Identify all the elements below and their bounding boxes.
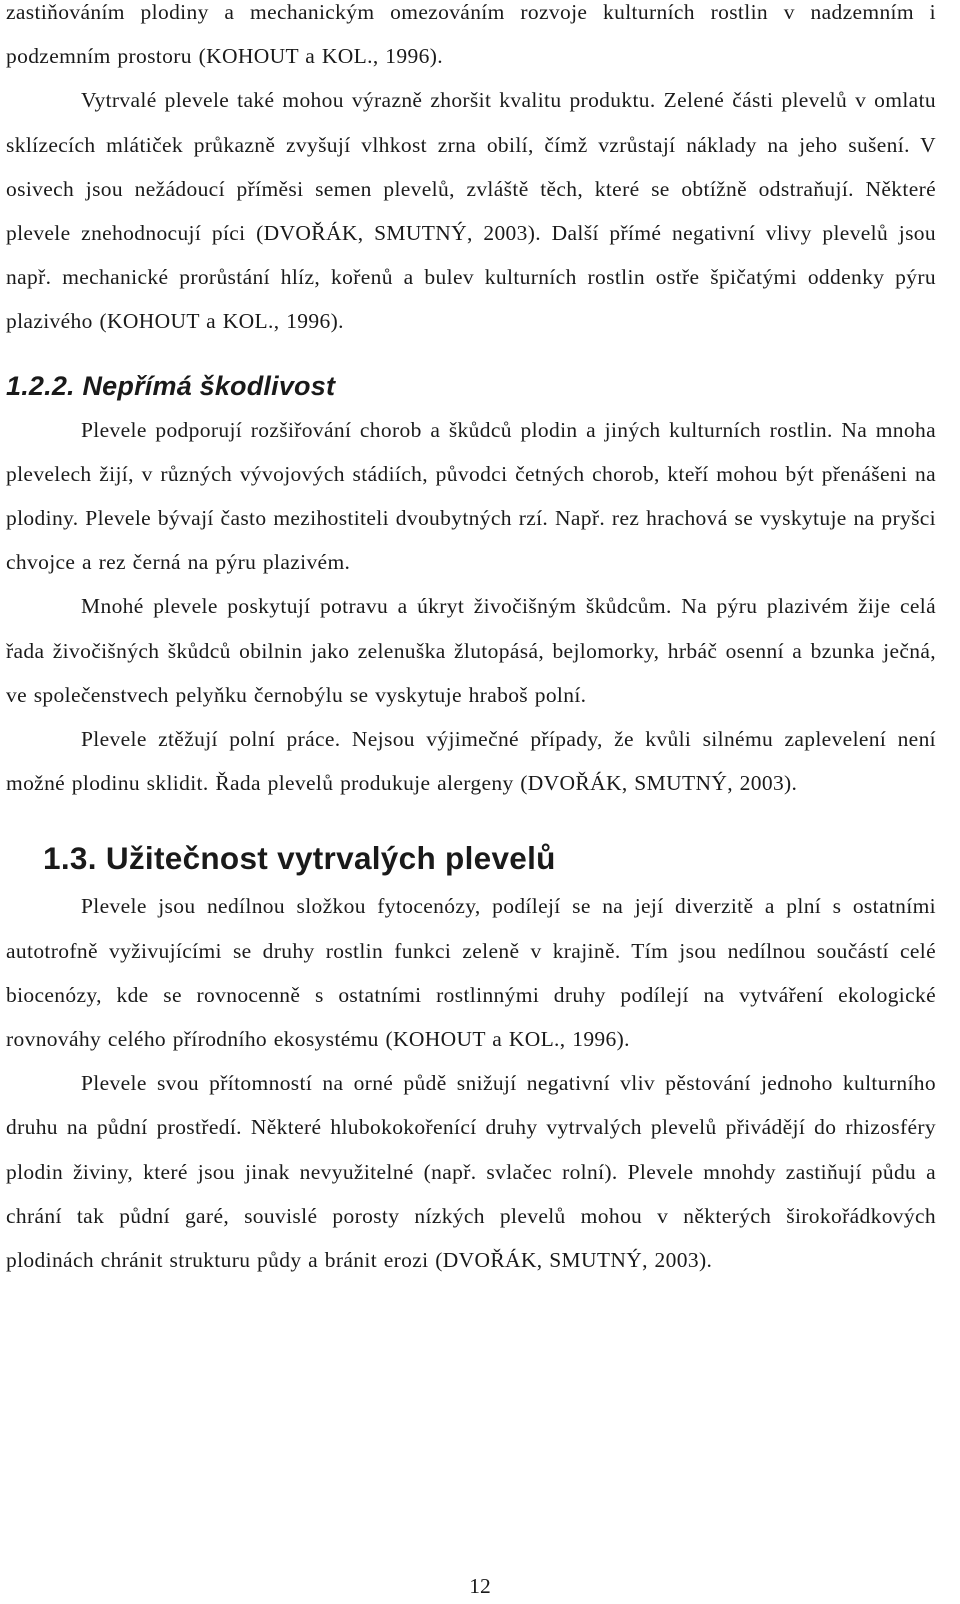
- section-heading: [6, 840, 936, 877]
- section-title: Užitečnost vytrvalých plevelů: [105, 840, 556, 877]
- page-number: 12: [469, 1574, 491, 1598]
- paragraph-soil-protection: Plevele svou přítomností na orné půdě snižují negativní vliv pěstování jednoho kulturního druhu na půdní prostředí. Některé hlubokokořenící druhy vytrvalých plevelů přivádějí do rhizosféry plodin živiny, které jsou jinak nevyužitelné (např. svlačec rolní). Plevele mnohdy zastiňují půdu a chrání tak půdní garé, souvislé porosty nízkých plevelů mohou v některých širokořádkových plodinách chránit strukturu půdy a bránit erozi (DVOŘÁK, SMUTNÝ, 2003).: [6, 1071, 936, 1273]
- paragraph-product-quality: Vytrvalé plevele také mohou výrazně zhoršit kvalitu produktu. Zelené části plevelů v omlatu sklízecích mlátiček průkazně zvyšují vlhkost zrna obilí, čímž vzrůstají náklady na jeho sušení. V osivech jsou nežádoucí příměsi semen plevelů, zvláště těch, které se obtížně odstraňují. Některé plevele znehodnocují píci (DVOŘÁK, SMUTNÝ, 2003). Další přímé negativní vlivy plevelů jsou např. mechanické prorůstání hlíz, kořenů a bulev kulturních rostlin ostře špičatými oddenky pýru plazivého (KOHOUT a KOL., 1996).: [6, 88, 936, 334]
- paragraph-food-shelter: Mnohé plevele poskytují potravu a úkryt živočišným škůdcům. Na pýru plazivém žije celá řada živočišných škůdců obilnin jako zelenuška žlutopásá, bejlomorky, hrbáč osenní a bzunka ječná, ve společenstvech pelyňku černobýlu se vyskytuje hraboš polní.: [6, 594, 936, 707]
- subsection-heading: [6, 370, 936, 401]
- subsection-title: Nepřímá škodlivost: [82, 370, 336, 401]
- subsection-number: 1.2.2.: [6, 370, 75, 401]
- section-number: 1.3.: [43, 840, 97, 877]
- paragraph-diseases-pests: Plevele podporují rozšiřování chorob a škůdců plodin a jiných kulturních rostlin. Na mnoha plevelech žijí, v různých vývojových stádiích, původci četných chorob, kteří mohou být přenášeni na plodiny. Plevele bývají často mezihostiteli dvoubytných rzí. Např. rez hrachová se vyskytuje na pryšci chvojce a rez černá na pýru plazivém.: [6, 417, 936, 575]
- paragraph-field-work: Plevele ztěžují polní práce. Nejsou výjimečné případy, že kvůli silnému zaplevelení není možné plodinu sklidit. Řada plevelů produkuje alergeny (DVOŘÁK, SMUTNÝ, 2003).: [6, 727, 936, 796]
- paragraph-continuation: zastiňováním plodiny a mechanickým omezováním rozvoje kulturních rostlin v nadzemním i podzemním prostoru (KOHOUT a KOL., 1996).: [6, 0, 936, 69]
- paragraph-phytocenosis: Plevele jsou nedílnou složkou fytocenózy, podílejí se na její diverzitě a plní s ostatními autotrofně vyživujícími se druhy rostlin funkci zeleně v krajině. Tím jsou nedílnou součástí celé biocenózy, kde se rovnocenně s ostatními rostlinnými druhy podílejí na vytváření ekologické rovnováhy celého přírodního ekosystému (KOHOUT a KOL., 1996).: [6, 894, 936, 1052]
- document-page: [6, 0, 936, 1282]
